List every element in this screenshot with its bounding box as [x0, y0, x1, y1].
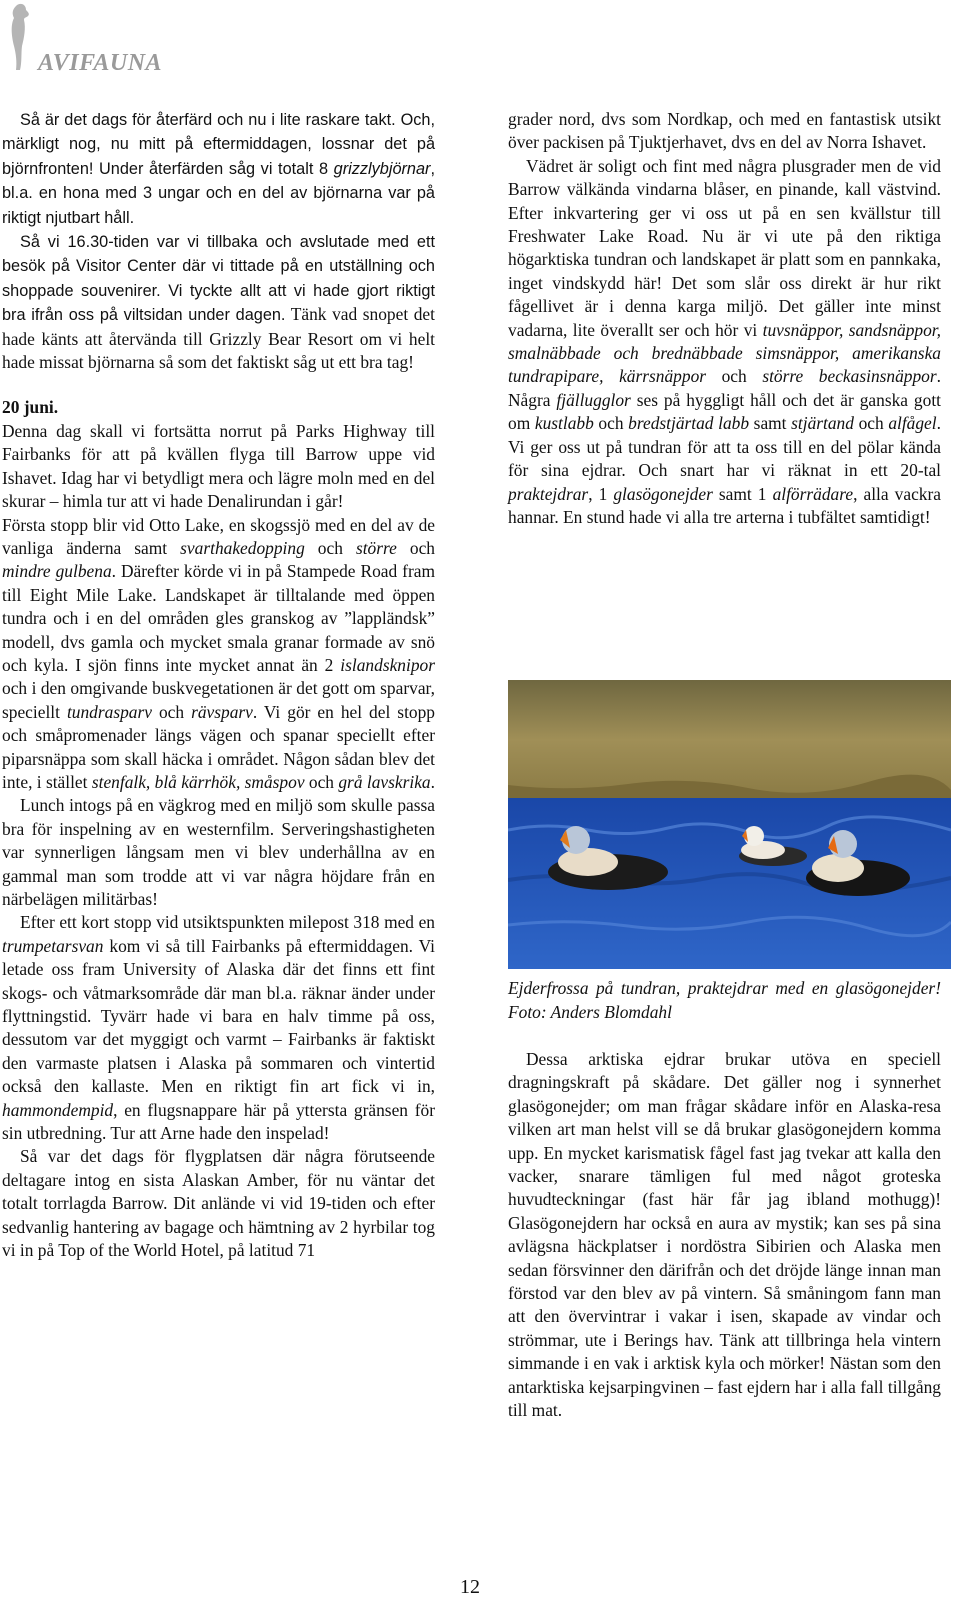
logo-text: AVIFAUNA — [38, 50, 163, 76]
paragraph: Denna dag skall vi fortsätta norrut på Parks Highway till Fairbanks för att på kvällen flyga till Barrow uppe vid Ishavet. Idag har vi betydligt mera och lägre moln med en del skurar – himla tur att vi hade Denalirundan i går! — [2, 420, 435, 512]
eider-photo — [508, 680, 951, 969]
paragraph: grader nord, dvs som Nordkap, och med en fantastisk utsikt över packisen på Tjuktjerhavet, dvs en del av Norra Ishavet. — [508, 109, 941, 153]
avifauna-logo — [2, 2, 182, 80]
paragraph: Första stopp blir vid Otto Lake, en skogssjö med en del av de vanliga änderna samt svarthakedopping och större och mindre gulbena. Därefter körde vi in på Stampede Road fram till Eight Mile Lake. Landskapet är tilltalande med öppen tundra och i en del områden gles granskog av ”lappländsk” modell, dvs gamla och mycket smala granar formade av snö och kyla. I sjön finns inte mycket annat än 2 islandsknipor och i den omgivande buskvegetationen är det gott om sparvar, speciellt tundrasparv och rävsparv. Vi gör en hel del stopp och småpromenader längs vägen och spanar speciellt efter piparsnäppa som skall häcka i området. Någon sådan blev det inte, i stället stenfalk, blå kärrhök, småspov och grå lavskrika. — [2, 514, 435, 792]
right-column-bottom — [508, 1048, 941, 1423]
paragraph: Så vi 16.30-tiden var vi tillbaka och avslutade med ett besök på Visitor Center där vi tittade på en utställning och shoppade souvenirer. Vi tyckte allt att vi hade gjort riktigt bra ifrån oss på viltsidan under dagen. Tänk vad snopet det hade känts att återvända till Grizzly Bear Resort om vi helt hade missat björnarna så som det faktiskt såg ut ett bra tag! — [2, 233, 435, 373]
paragraph: Efter ett kort stopp vid utsiktspunkten milepost 318 med en trumpetarsvan kom vi så till Fairbanks på eftermiddagen. Vi letade oss fram University of Alaska där det finns ett fint skogs- och våtmarksområde där man bl.a. räknar änder under flyttningstid. Tyvärr hade vi bara en halv timme på oss, dessutom var det myggigt och varmt – Fairbanks är faktiskt den varmaste platsen i Alaska på sommaren och vintertid också den kallaste. Men en riktigt fin art fick vi in, hammondempid, en flugsnappare här på yttersta gränsen för sin utbredning. Tur att Arne hade den inspelad! — [2, 912, 435, 1144]
paragraph: Dessa arktiska ejdrar brukar utöva en speciell dragningskraft på skådare. Det gäller nog i synnerhet glasögonejder; om man frågar skådare inför en Alaska-resa vilken art man helst vill se då brukar glasögonejdern komma upp. En mycket karismatisk fågel fast jag tvekar att kalla den vacker, snarare tämligen ful med något groteska huvudteckningar (fast här får jag ibland mothugg)! Glasögonejdern har också en aura av mystik; kan ses på sina avlägsna häckplatser i nordöstra Sibirien och Alaska men sedan försvinner den därifrån och det dröjde länge innan man förstod var den blev av på vintern. Så småningom fann man att den övervintrar i vakar i isen, skapade av vindar och strömmar, ute i Berings hav. Tänk att tillbringa hela vintern simmande i en vak i arktisk kyla och mörker! Nästan som den antarktiska kejsarpingvinen – fast ejdern har i alla fall tillgång till mat. — [508, 1049, 941, 1421]
date-heading: 20 juni. — [2, 397, 59, 418]
paragraph: Så är det dags för återfärd och nu i lite raskare takt. Och, märkligt nog, nu mitt på eftermiddagen, lossnar det på björnfronten! Under återfärden såg vi totalt 8 grizzlybjörnar, bl.a. en hona med 3 ungar och en del av björnarna var på riktigt njutbart håll. — [2, 111, 435, 227]
bird-figure-icon — [2, 2, 42, 74]
left-column — [2, 108, 435, 1263]
right-column-top — [508, 108, 941, 529]
paragraph: Så var det dags för flygplatsen där några förutseende deltagare intog en sista Alaskan Amber, för nu väntar det totalt torrlagda Barrow. Dit anlände vi vid 19-tiden och efter sedvanlig hantering av bagage och hämtning av 2 hyrbilar tog vi in på Top of the World Hotel, på latitud 71 — [2, 1146, 435, 1261]
page-number: 12 — [460, 1576, 480, 1598]
paragraph: Lunch intogs på en vägkrog med en miljö som skulle passa bra för inspelning av en westernfilm. Serveringshastigheten var synnerligen långsam men vi blev underhållna av en gammal man som trodde att vi var några höjdare från en närbelägen militärbas! — [2, 795, 435, 909]
photo-caption: Ejderfrossa på tundran, praktejdrar med en glasögonejder! Foto: Anders Blomdahl — [508, 978, 941, 1022]
paragraph: Vädret är soligt och fint med några plusgrader men de vid Barrow välkända vindarna blåser, en pinande, kall västvind. Efter inkvartering ger vi oss ut på en sen kvällstur till Freshwater Lake Road. Nu är vi ute på den riktiga högarktiska tundran och landskapet är platt som en pannkaka, inget vindskydd här! Det som slår oss direkt är hur rikt fågellivet är i denna karga miljö. Det gäller inte minst vadarna, lite överallt ser och hör vi tuvsnäppor, sandsnäppor, smalnäbbade och brednäbbade simsnäppor, amerikanska tundrapipare, kärrsnäppor och större beckasinsnäppor. Några fjällugglor ses på hyggligt håll och det är ganska gott om kustlabb och bredstjärtad labb samt stjärtand och alfågel. Vi ger oss ut på tundran för att ta oss till en del pölar kända för sina ejdrar. Och snart har vi räknat in ett 20-tal praktejdrar, 1 glasögonejder samt 1 alförrädare, alla vackra hannar. En stund hade vi alla tre arterna i tubfältet samtidigt! — [508, 155, 942, 527]
